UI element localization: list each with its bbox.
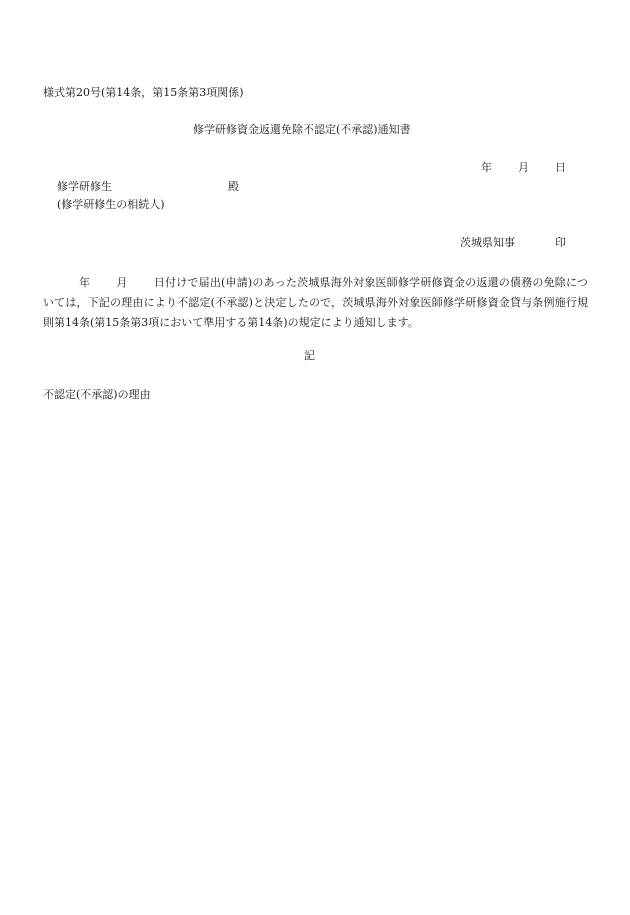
addressee (57, 180, 239, 193)
addressee-note: (修学研修生の相続人) (57, 198, 165, 211)
addressee-name: 修学研修生 (57, 180, 112, 193)
issuer-seal: 印 (555, 236, 566, 249)
body-year: 年 (79, 276, 91, 289)
form-number: 様式第20号(第14条，第15条第3項関係) (43, 86, 244, 99)
addressee-honorific: 殿 (228, 180, 239, 193)
body-text: 日付けで届出(申請)のあった茨城県海外対象医師修学研修資金の返還の債務の免除については，下記の理由により不認定(不承認)と決定したので，茨城県海外対象医師修学研修資金貸与条例施行規則第14条(第15条第3項において準用する第14条)の規定により通知します。 (43, 276, 588, 329)
date-day: 日 (555, 161, 566, 174)
reason-label: 不認定(不承認)の理由 (43, 388, 151, 401)
date-line (481, 161, 566, 174)
document-title: 修学研修資金返還免除不認定(不承認)通知書 (193, 123, 411, 136)
date-year: 年 (481, 161, 492, 174)
date-month: 月 (518, 161, 529, 174)
body-month: 月 (116, 276, 128, 289)
issuer-name: 茨城県知事 (460, 236, 515, 249)
issuer (460, 236, 566, 249)
body-paragraph (43, 273, 588, 333)
record-heading: 記 (304, 349, 315, 362)
